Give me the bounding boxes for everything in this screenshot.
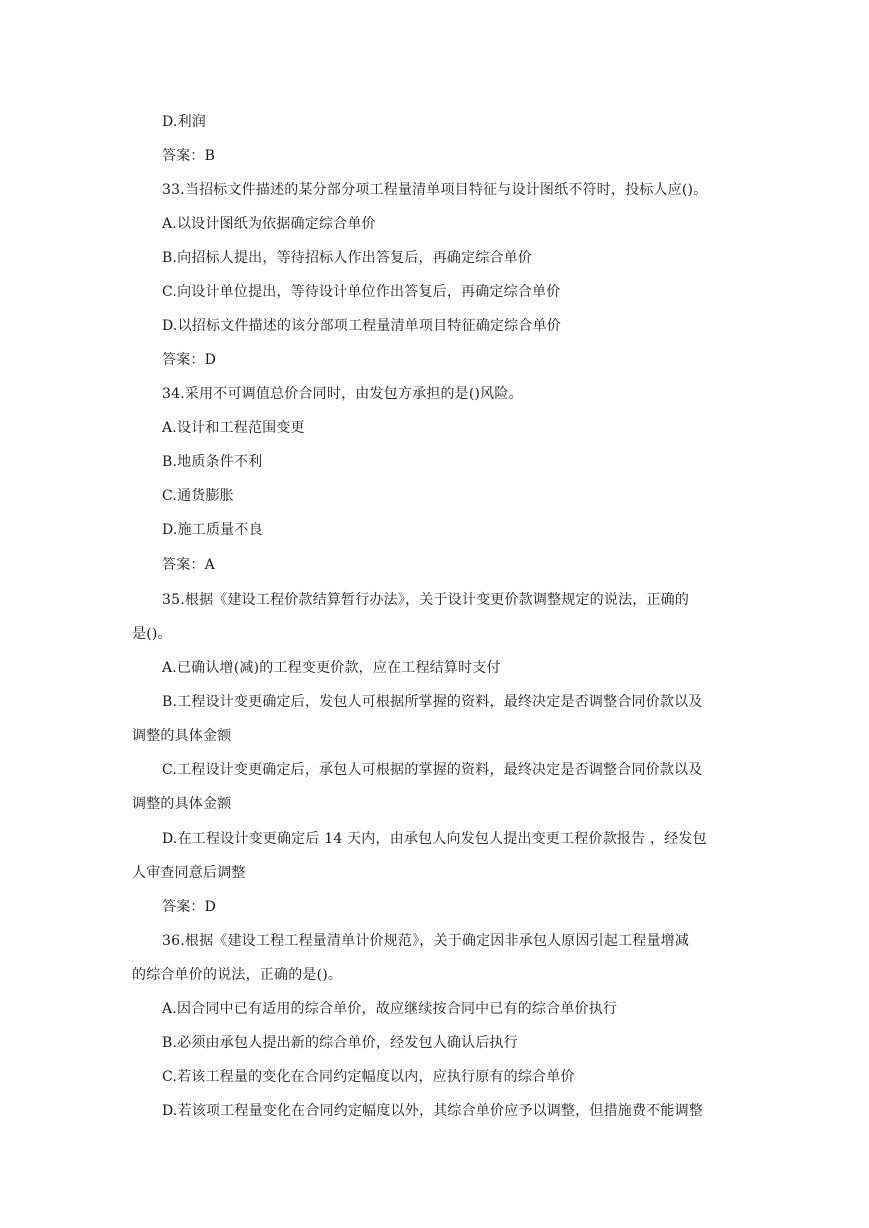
question-33: 33.当招标文件描述的某分部分项工程量清单项目特征与设计图纸不符时，投标人应()。 <box>162 182 708 198</box>
option-d-q36: D.若该项工程量变化在合同约定幅度以外，其综合单价应予以调整，但措施费不能调整 <box>162 1103 703 1119</box>
option-c-q36: C.若该工程量的变化在合同约定幅度以内，应执行原有的综合单价 <box>162 1069 575 1085</box>
option-b-q33: B.向招标人提出，等待招标人作出答复后，再确定综合单价 <box>162 250 533 266</box>
option-d-q34: D.施工质量不良 <box>162 522 263 538</box>
option-a-q33: A.以设计图纸为依据确定综合单价 <box>162 216 376 232</box>
option-a-q34: A.设计和工程范围变更 <box>162 420 305 436</box>
option-a-q36: A.因合同中已有适用的综合单价，故应继续按合同中已有的综合单价执行 <box>162 1001 618 1017</box>
option-b-q35-cont: 调整的具体金额 <box>132 728 232 744</box>
option-b-q36: B.必须由承包人提出新的综合单价，经发包人确认后执行 <box>162 1035 518 1051</box>
option-c-q35: C.工程设计变更确定后，承包人可根据的掌握的资料，最终决定是否调整合同价款以及 <box>162 762 703 778</box>
option-b-q34: B.地质条件不利 <box>162 454 263 470</box>
question-35: 35.根据《建设工程价款结算暂行办法》，关于设计变更价款调整规定的说法，正确的 <box>162 592 690 608</box>
option-c-q35-cont: 调整的具体金额 <box>132 796 232 812</box>
question-35-cont: 是()。 <box>132 626 172 642</box>
option-d-q35: D.在工程设计变更确定后 14 天内，由承包人向发包人提出变更工程价款报告 ，经发包 <box>162 831 707 847</box>
answer-q35: 答案：D <box>162 899 217 915</box>
option-d-q33: D.以招标文件描述的该分部项工程量清单项目特征确定综合单价 <box>162 318 561 334</box>
question-36-cont: 的综合单价的说法，正确的是()。 <box>132 967 343 983</box>
answer-q34: 答案：A <box>162 557 215 573</box>
option-d-q35-cont: 人审查同意后调整 <box>132 865 246 881</box>
option-c-q34: C.通货膨胀 <box>162 488 234 504</box>
option-d-q32: D.利润 <box>162 114 206 130</box>
answer-q33: 答案：D <box>162 352 217 368</box>
option-c-q33: C.向设计单位提出，等待设计单位作出答复后，再确定综合单价 <box>162 284 561 300</box>
question-34: 34.采用不可调值总价合同时，由发包方承担的是()风险。 <box>162 386 523 402</box>
question-36: 36.根据《建设工程工程量清单计价规范》，关于确定因非承包人原因引起工程量增减 <box>162 933 690 949</box>
option-a-q35: A.已确认增(减)的工程变更价款，应在工程结算时支付 <box>162 660 501 676</box>
option-b-q35: B.工程设计变更确定后，发包人可根据所掌握的资料，最终决定是否调整合同价款以及 <box>162 694 703 710</box>
answer-q32: 答案：B <box>162 148 216 164</box>
